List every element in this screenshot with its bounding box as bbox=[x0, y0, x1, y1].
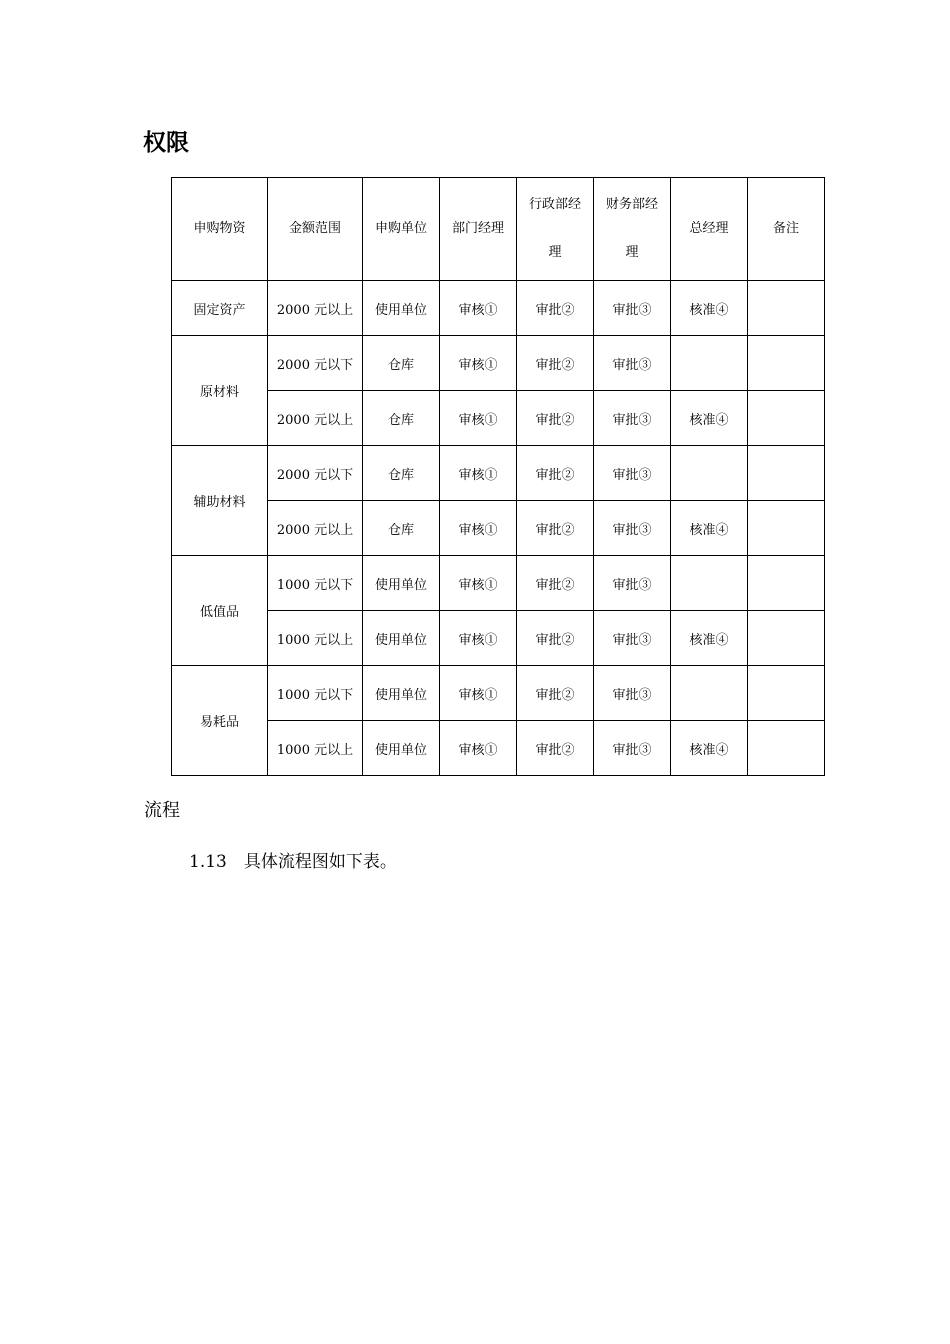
process-paragraph: 1.13 具体流程图如下表。 bbox=[189, 852, 397, 872]
note-cell bbox=[748, 721, 825, 776]
finance-manager-cell: 审批③ bbox=[594, 556, 671, 611]
dept-manager-cell: 审核① bbox=[440, 611, 517, 666]
column-header-text: 部门经理 bbox=[451, 221, 504, 236]
table-row bbox=[172, 721, 825, 776]
note-cell bbox=[748, 446, 825, 501]
material-cell: 原材料 bbox=[172, 336, 268, 446]
note-cell bbox=[748, 611, 825, 666]
applicant-unit-cell: 使用单位 bbox=[363, 556, 440, 611]
process-label: 流程 bbox=[144, 800, 180, 821]
general-manager-cell: 核准④ bbox=[671, 501, 748, 556]
admin-manager-cell: 审批② bbox=[517, 666, 594, 721]
table-row bbox=[172, 281, 825, 336]
column-header bbox=[594, 178, 671, 281]
table-row bbox=[172, 666, 825, 721]
authority-table bbox=[171, 177, 825, 776]
dept-manager-cell: 审核① bbox=[440, 721, 517, 776]
dept-manager-cell: 审核① bbox=[440, 281, 517, 336]
general-manager-cell: 核准④ bbox=[671, 281, 748, 336]
column-header bbox=[268, 178, 363, 281]
table-row bbox=[172, 446, 825, 501]
finance-manager-cell: 审批③ bbox=[594, 611, 671, 666]
table-row bbox=[172, 611, 825, 666]
applicant-unit-cell: 使用单位 bbox=[363, 281, 440, 336]
material-cell: 辅助材料 bbox=[172, 446, 268, 556]
admin-manager-cell: 审批② bbox=[517, 446, 594, 501]
finance-manager-cell: 审批③ bbox=[594, 281, 671, 336]
column-header bbox=[748, 178, 825, 281]
admin-manager-cell: 审批② bbox=[517, 556, 594, 611]
table-row bbox=[172, 391, 825, 446]
general-manager-cell: 核准④ bbox=[671, 721, 748, 776]
amount-range-cell: 2000 元以上 bbox=[268, 391, 363, 446]
material-cell: 易耗品 bbox=[172, 666, 268, 776]
table-row bbox=[172, 336, 825, 391]
amount-range-cell: 1000 元以下 bbox=[268, 666, 363, 721]
amount-range-cell: 2000 元以上 bbox=[268, 281, 363, 336]
admin-manager-cell: 审批② bbox=[517, 391, 594, 446]
column-header-text: 行政部经 bbox=[528, 197, 581, 212]
finance-manager-cell: 审批③ bbox=[594, 666, 671, 721]
amount-range-cell: 2000 元以下 bbox=[268, 446, 363, 501]
column-header-text: 申购物资 bbox=[193, 221, 246, 236]
amount-range-cell: 1000 元以下 bbox=[268, 556, 363, 611]
table-row bbox=[172, 556, 825, 611]
amount-range-cell: 1000 元以上 bbox=[268, 721, 363, 776]
finance-manager-cell: 审批③ bbox=[594, 336, 671, 391]
finance-manager-cell: 审批③ bbox=[594, 391, 671, 446]
column-header-text: 申购单位 bbox=[374, 221, 427, 236]
admin-manager-cell: 审批② bbox=[517, 281, 594, 336]
applicant-unit-cell: 使用单位 bbox=[363, 611, 440, 666]
general-manager-cell bbox=[671, 666, 748, 721]
note-cell bbox=[748, 556, 825, 611]
applicant-unit-cell: 仓库 bbox=[363, 391, 440, 446]
admin-manager-cell: 审批② bbox=[517, 336, 594, 391]
general-manager-cell bbox=[671, 336, 748, 391]
column-header bbox=[363, 178, 440, 281]
amount-range-cell: 1000 元以上 bbox=[268, 611, 363, 666]
column-header-text: 理 bbox=[548, 245, 562, 260]
note-cell bbox=[748, 391, 825, 446]
amount-range-cell: 2000 元以下 bbox=[268, 336, 363, 391]
column-header bbox=[517, 178, 594, 281]
general-manager-cell: 核准④ bbox=[671, 391, 748, 446]
applicant-unit-cell: 仓库 bbox=[363, 501, 440, 556]
finance-manager-cell: 审批③ bbox=[594, 446, 671, 501]
section-heading: 权限 bbox=[143, 130, 189, 156]
dept-manager-cell: 审核① bbox=[440, 446, 517, 501]
note-cell bbox=[748, 336, 825, 391]
table-header-row bbox=[172, 178, 825, 281]
general-manager-cell bbox=[671, 446, 748, 501]
finance-manager-cell: 审批③ bbox=[594, 721, 671, 776]
admin-manager-cell: 审批② bbox=[517, 721, 594, 776]
general-manager-cell bbox=[671, 556, 748, 611]
applicant-unit-cell: 使用单位 bbox=[363, 666, 440, 721]
table-body bbox=[172, 281, 825, 776]
dept-manager-cell: 审核① bbox=[440, 666, 517, 721]
general-manager-cell: 核准④ bbox=[671, 611, 748, 666]
applicant-unit-cell: 仓库 bbox=[363, 336, 440, 391]
dept-manager-cell: 审核① bbox=[440, 391, 517, 446]
column-header-text: 金额范围 bbox=[288, 221, 341, 236]
column-header-text: 总经理 bbox=[689, 221, 729, 236]
dept-manager-cell: 审核① bbox=[440, 501, 517, 556]
finance-manager-cell: 审批③ bbox=[594, 501, 671, 556]
column-header-text: 备注 bbox=[772, 221, 799, 236]
column-header bbox=[671, 178, 748, 281]
amount-range-cell: 2000 元以上 bbox=[268, 501, 363, 556]
column-header bbox=[440, 178, 517, 281]
material-cell: 低值品 bbox=[172, 556, 268, 666]
admin-manager-cell: 审批② bbox=[517, 611, 594, 666]
note-cell bbox=[748, 281, 825, 336]
note-cell bbox=[748, 666, 825, 721]
applicant-unit-cell: 使用单位 bbox=[363, 721, 440, 776]
dept-manager-cell: 审核① bbox=[440, 336, 517, 391]
material-cell: 固定资产 bbox=[172, 281, 268, 336]
admin-manager-cell: 审批② bbox=[517, 501, 594, 556]
column-header-text: 财务部经 bbox=[605, 197, 658, 212]
column-header bbox=[172, 178, 268, 281]
applicant-unit-cell: 仓库 bbox=[363, 446, 440, 501]
table-row bbox=[172, 501, 825, 556]
note-cell bbox=[748, 501, 825, 556]
dept-manager-cell: 审核① bbox=[440, 556, 517, 611]
column-header-text: 理 bbox=[625, 245, 639, 260]
